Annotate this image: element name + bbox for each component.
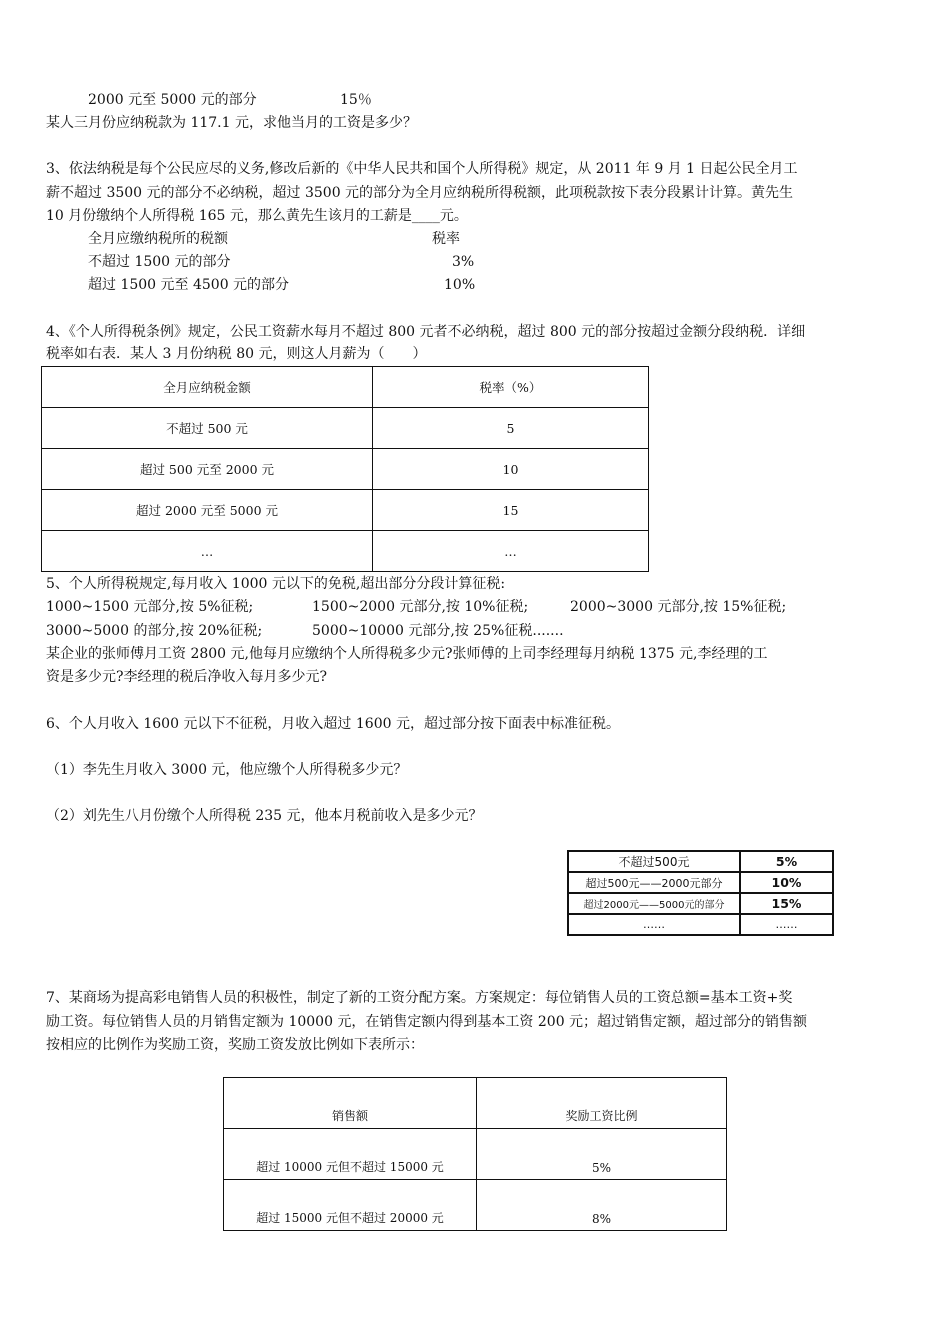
q7-line: 励工资。每位销售人员的月销售定额为 10000 元，在销售定额内得到基本工资 200 元；超过销售定额，超过部分的销售额 [46, 1014, 808, 1030]
table-cell: 10 [373, 449, 649, 490]
tax-bracket-rate: 15％ [340, 92, 372, 108]
table-cell: 15 [373, 490, 649, 531]
table-row [224, 1078, 727, 1129]
table-cell: 8% [477, 1180, 727, 1231]
table-row [224, 1180, 727, 1231]
q3-row-range: 不超过 1500 元的部分 [88, 254, 231, 270]
table-header-cell: 税率（%） [373, 367, 649, 408]
q3-row-rate: 10% [444, 277, 476, 293]
table-row [568, 872, 833, 893]
q5-line: 资是多少元?李经理的税后净收入每月多少元? [46, 669, 328, 685]
q5-bracket: 2000~3000 元部分,按 15%征税; [570, 599, 787, 615]
table-cell: 超过500元——2000元部分 [568, 872, 740, 893]
table-cell: 不超过500元 [568, 851, 740, 872]
table-cell: 5% [477, 1129, 727, 1180]
table-cell: 超过2000元——5000元的部分 [568, 893, 740, 914]
table-row [42, 408, 649, 449]
table-cell: …… [568, 914, 740, 935]
table-row [568, 914, 833, 935]
q4-line: 4、《个人所得税条例》规定，公民工资薪水每月不超过 800 元者不必纳税，超过 800 元的部分按超过金额分段纳税．详细 [46, 324, 806, 340]
tax-bracket-range: 2000 元至 5000 元的部分 [88, 92, 257, 108]
q7-bonus-table [223, 1077, 727, 1231]
q3-row-rate: 3% [452, 254, 475, 270]
table-row [568, 893, 833, 914]
q3-header-rate: 税率 [432, 231, 460, 247]
table-cell: … [42, 531, 373, 572]
q6-sub-question: （2）刘先生八月份缴个人所得税 235 元，他本月税前收入是多少元？ [46, 808, 483, 824]
table-cell: 超过 500 元至 2000 元 [42, 449, 373, 490]
q4-line: 税率如右表．某人 3 月份纳税 80 元，则这人月薪为（ ） [46, 346, 427, 362]
table-header-cell: 销售额 [224, 1078, 477, 1129]
table-row [42, 367, 649, 408]
table-row [568, 851, 833, 872]
q5-line: 某企业的张师傅月工资 2800 元,他每月应缴纳个人所得税多少元?张师傅的上司李经理每月纳税 1375 元,李经理的工 [46, 646, 768, 662]
q3-line: 10 月份缴纳个人所得税 165 元，那么黄先生该月的工薪是____元。 [46, 208, 468, 224]
table-cell: …… [740, 914, 833, 935]
q3-row-range: 超过 1500 元至 4500 元的部分 [88, 277, 290, 293]
q7-line: 按相应的比例作为奖励工资，奖励工资发放比例如下表所示： [46, 1037, 424, 1053]
q3-line: 3、依法纳税是每个公民应尽的义务,修改后新的《中华人民共和国个人所得税》规定，从 2011 年 9 月 1 日起公民全月工 [46, 161, 798, 177]
q3-header-amount: 全月应缴纳税所的税额 [88, 231, 228, 247]
q6-tax-table [567, 850, 834, 936]
table-header-cell: 奖励工资比例 [477, 1078, 727, 1129]
q5-line: 5、个人所得税规定,每月收入 1000 元以下的免税,超出部分分段计算征税: [46, 576, 506, 592]
q6-sub-question: （1）李先生月收入 3000 元，他应缴个人所得税多少元？ [46, 762, 408, 778]
table-header-cell: 全月应纳税金额 [42, 367, 373, 408]
table-cell: 5% [740, 851, 833, 872]
table-cell: 超过 10000 元但不超过 15000 元 [224, 1129, 477, 1180]
question-text: 某人三月份应纳税款为 117.1 元，求他当月的工资是多少？ [46, 115, 417, 131]
q4-tax-table [41, 366, 649, 572]
q5-bracket: 1000~1500 元部分,按 5%征税; [46, 599, 254, 615]
table-cell: … [373, 531, 649, 572]
q5-bracket: 3000~5000 的部分,按 20%征税; [46, 623, 263, 639]
q6-line: 6、个人月收入 1600 元以下不征税，月收入超过 1600 元，超过部分按下面表中标准征税。 [46, 716, 620, 732]
table-row [42, 531, 649, 572]
table-cell: 5 [373, 408, 649, 449]
table-cell: 10% [740, 872, 833, 893]
table-cell: 超过 15000 元但不超过 20000 元 [224, 1180, 477, 1231]
table-row [224, 1129, 727, 1180]
table-cell: 15% [740, 893, 833, 914]
table-cell: 超过 2000 元至 5000 元 [42, 490, 373, 531]
table-row [42, 449, 649, 490]
table-cell: 不超过 500 元 [42, 408, 373, 449]
q5-bracket: 1500~2000 元部分,按 10%征税; [312, 599, 529, 615]
q3-line: 薪不超过 3500 元的部分不必纳税，超过 3500 元的部分为全月应纳税所得税额，此项税款按下表分段累计计算。黄先生 [46, 185, 794, 201]
q5-bracket: 5000~10000 元部分,按 25%征税....... [312, 623, 564, 639]
q7-line: 7、某商场为提高彩电销售人员的积极性，制定了新的工资分配方案。方案规定：每位销售人员的工资总额=基本工资+奖 [46, 990, 793, 1006]
table-row [42, 490, 649, 531]
